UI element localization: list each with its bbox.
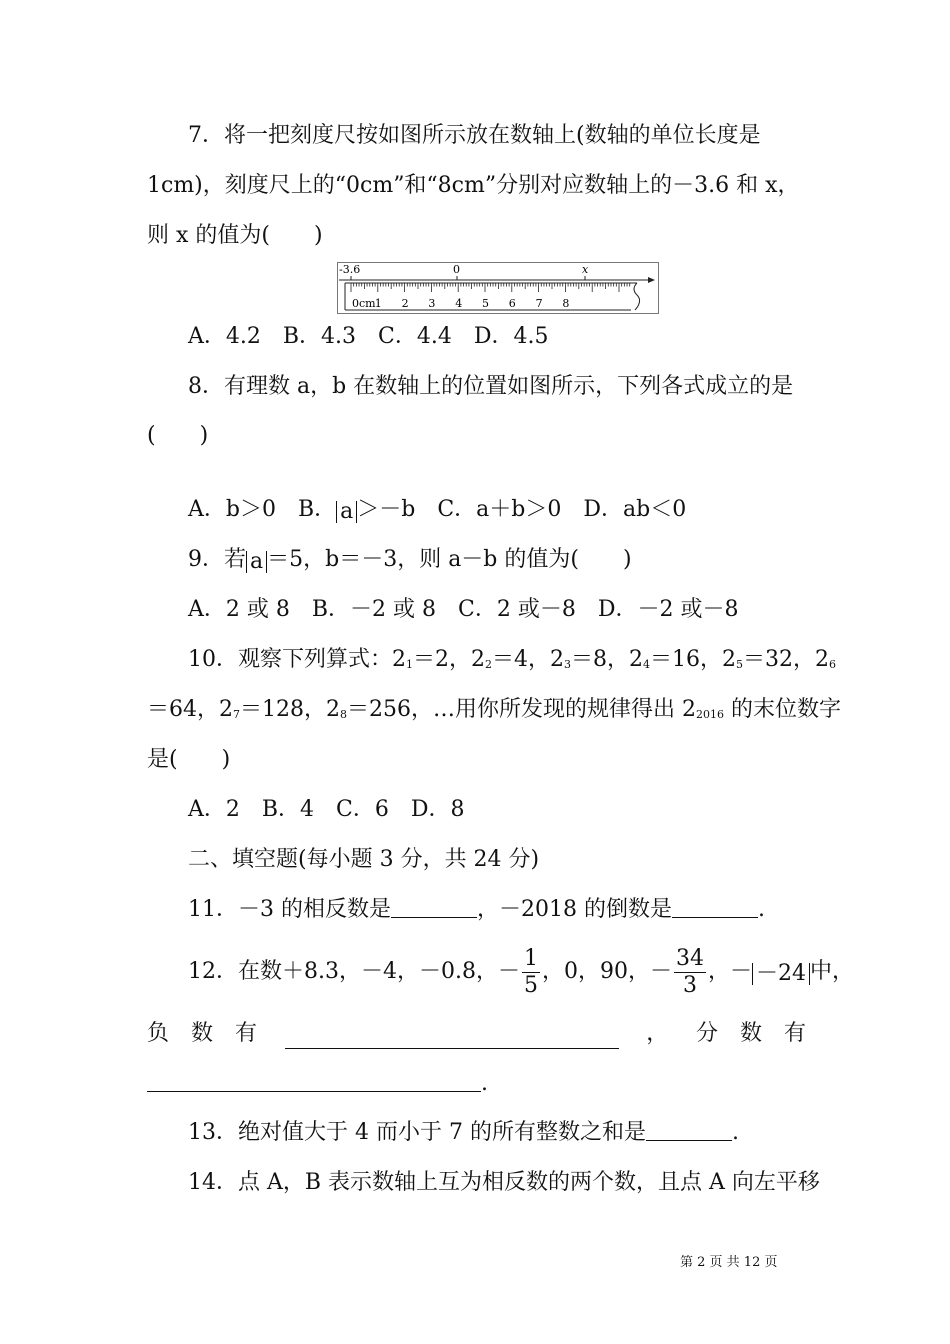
q8-line2: ( ): [147, 423, 209, 448]
q10-line2: [147, 695, 841, 730]
q7-line2: 1cm)，刻度尺上的“0cm”和“8cm”分别对应数轴上的－3.6 和 x，: [147, 173, 800, 198]
fraction-one-fifth: [522, 946, 540, 999]
q10-sub: 6: [829, 658, 836, 671]
q12-line3: [147, 1069, 488, 1099]
q12-abs-value: －24: [752, 963, 810, 985]
q10-sub: 2016: [695, 708, 724, 721]
q10-options: A．2 B．4 C．6 D．8: [188, 797, 465, 822]
q12-line1: [188, 944, 854, 1000]
q10-sub: 1: [406, 658, 413, 671]
q11-text: .: [757, 897, 765, 922]
q12-comma: ，: [646, 1021, 669, 1046]
q8-options: [188, 495, 686, 525]
q7-line3: 则 x 的值为( ): [147, 223, 323, 248]
q10-sub: 8: [340, 708, 347, 721]
q12-line2: [147, 1019, 806, 1049]
answer-blank[interactable]: [646, 1118, 732, 1141]
page-number-footer: 第 2 页 共 12 页: [680, 1255, 778, 1270]
q14-line1: 14．点 A，B 表示数轴上互为相反数的两个数，且点 A 向左平移: [188, 1170, 820, 1195]
answer-blank[interactable]: [391, 895, 477, 918]
axis-label-x: x: [582, 263, 589, 276]
q10-text: 的末位数字: [723, 697, 841, 722]
fraction-denominator: 3: [682, 972, 697, 998]
q10-sub: 2: [485, 658, 492, 671]
q9-line1: [188, 545, 632, 575]
q13-text: 13．绝对值大于 4 而小于 7 的所有整数之和是: [188, 1120, 646, 1145]
axis-label-neg36: -3.6: [339, 263, 361, 276]
q12-text: 中，: [809, 959, 854, 984]
q12-text: ，0，90，－: [541, 959, 672, 984]
q8-line1: 8．有理数 a，b 在数轴上的位置如图所示，下列各式成立的是: [188, 374, 794, 399]
ruler-label: 6: [508, 297, 516, 310]
q10-text: ＝64，2: [147, 697, 233, 722]
ruler-label: 0cm: [352, 297, 376, 310]
q7-options: A．4.2 B．4.3 C．4.4 D．4.5: [188, 324, 549, 349]
answer-blank-fractions[interactable]: [147, 1069, 481, 1092]
q10-line1: [188, 645, 836, 680]
fraction-numerator: 1: [523, 945, 538, 971]
q10-text: 10．观察下列算式：2: [188, 647, 406, 672]
answer-blank-negatives[interactable]: [285, 1026, 619, 1049]
answer-blank[interactable]: [672, 895, 758, 918]
q10-text: ＝8，2: [571, 647, 643, 672]
ruler-number-axis-figure: [337, 262, 659, 314]
q10-sub: 3: [564, 658, 571, 671]
q12-text: ，－: [707, 959, 752, 984]
q13-line: [188, 1118, 739, 1148]
q9-post: ＝5，b＝－3，则 a－b 的值为( ): [267, 547, 632, 572]
q10-sub: 7: [233, 708, 240, 721]
ruler-label: 3: [428, 297, 436, 310]
ruler-label: 2: [401, 297, 409, 310]
q7-line1: 7．将一把刻度尺按如图所示放在数轴上(数轴的单位长度是: [188, 123, 761, 148]
q9-options: A．2 或 8 B．－2 或 8 C．2 或－8 D．－2 或－8: [188, 597, 739, 622]
ruler-label: 4: [455, 297, 463, 310]
q12-fraction-label: 分 数 有: [695, 1021, 806, 1046]
q10-sub: 4: [643, 658, 650, 671]
q10-text: ＝4，2: [492, 647, 564, 672]
fraction-denominator: 5: [523, 972, 538, 998]
ruler-ticks: [351, 283, 630, 292]
q10-text: ＝2，2: [413, 647, 485, 672]
q11-text: 11．－3 的相反数是: [188, 897, 391, 922]
q10-sub: 5: [736, 658, 743, 671]
axis-label-zero: 0: [453, 263, 460, 276]
q9-abs-a: a: [246, 551, 267, 573]
fraction-34-thirds: [674, 946, 706, 999]
q9-pre: 9．若: [188, 547, 246, 572]
q11-text: ，－2018 的倒数是: [477, 897, 672, 922]
ruler-label: 1: [374, 297, 382, 310]
q12-negative-label: 负 数 有: [147, 1021, 258, 1046]
ruler-label: 5: [482, 297, 489, 310]
q12-text: 12．在数＋8.3，－4，－0.8，－: [188, 959, 520, 984]
q13-text: .: [731, 1120, 739, 1145]
q10-text: ＝128，2: [240, 697, 340, 722]
q12-period: .: [481, 1071, 488, 1096]
fraction-numerator: 34: [675, 945, 704, 971]
q10-text: ＝256，…用你所发现的规律得出 2: [347, 697, 696, 722]
ruler-label: 7: [535, 297, 543, 310]
q10-text: ＝32，2: [743, 647, 829, 672]
section-heading-fill-in: 二、填空题(每小题 3 分，共 24 分): [188, 847, 540, 872]
q8-abs-a: a: [336, 501, 357, 523]
q10-line3: 是( ): [147, 747, 231, 772]
q11-line: [188, 895, 765, 925]
ruler-label: 8: [562, 297, 570, 310]
q10-text: ＝16，2: [650, 647, 736, 672]
q8-opt-a: A．b＞0 B．: [188, 497, 337, 522]
q8-opt-rest: ＞－b C．a＋b＞0 D．ab＜0: [357, 497, 687, 522]
ruler-labels: [352, 297, 569, 310]
